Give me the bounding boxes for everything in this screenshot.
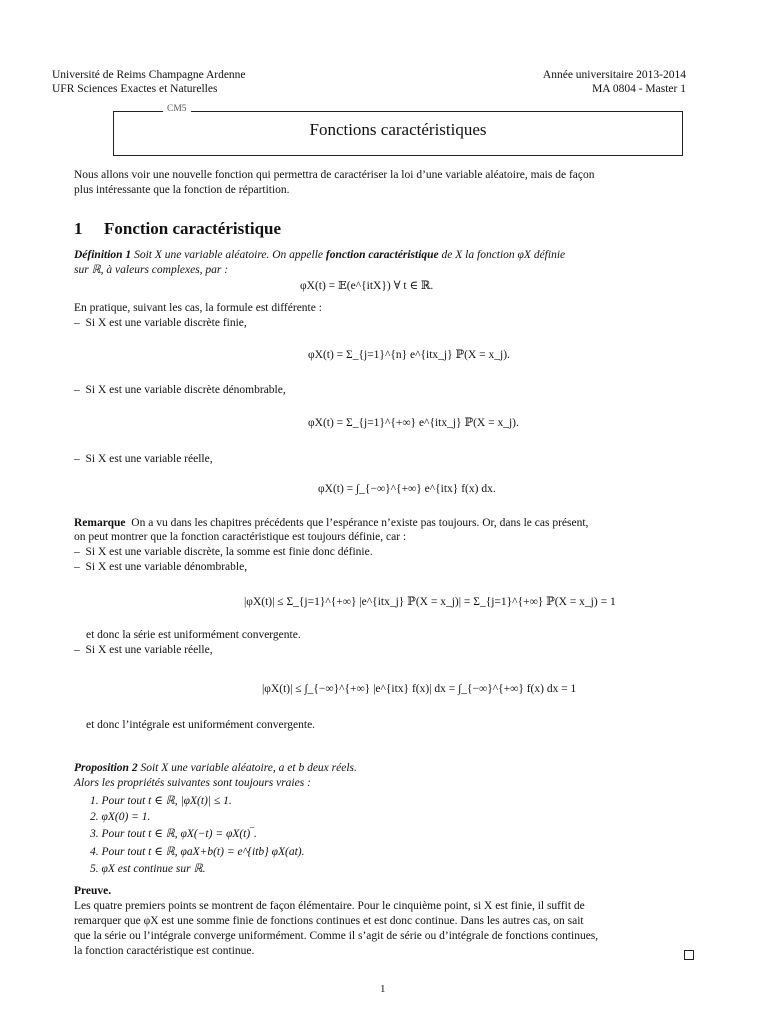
practice-text: En pratique, suivant les cas, la formule est différente :	[74, 302, 322, 314]
remark-item-1	[74, 545, 373, 560]
proof-line-1: Les quatre premiers points se montrent de façon élémentaire. Pour le cinquième point, si X est finie, il suffit de	[74, 900, 585, 912]
header-university: Université de Reims Champagne Ardenne	[52, 69, 246, 81]
section-title: Fonction caractéristique	[104, 219, 282, 238]
definition-line-1	[74, 248, 565, 263]
remark-label: Remarque	[74, 517, 126, 529]
intro-line-2: plus intéressante que la fonction de répartition.	[74, 184, 290, 196]
remark-item-3-after: et donc l’intégrale est uniformément convergente.	[86, 719, 316, 731]
case-2-formula: φX(t) = Σ_{j=1}^{+∞} e^{itx_j} ℙ(X = x_j).	[308, 417, 519, 429]
chapter-tag: CM5	[163, 104, 191, 114]
intro-line-1: Nous allons voir une nouvelle fonction qui permettra de caractériser la loi d’une variable aléatoire, mais de façon	[74, 169, 595, 181]
case-2	[74, 383, 286, 398]
remark-line-1	[74, 516, 588, 531]
definition-text-b: de X la fonction φX définie	[441, 249, 566, 261]
definition-formula: φX(t) = 𝔼(e^{itX}) ∀ t ∈ ℝ.	[300, 280, 434, 292]
proposition-line-2: Alors les propriétés suivantes sont toujours vraies :	[74, 777, 311, 789]
qed-symbol	[684, 947, 694, 965]
proposition-item-3: 3. Pour tout t ∈ ℝ, φX(−t) = φX(t)‾.	[90, 828, 257, 840]
proposition-item-4: 4. Pour tout t ∈ ℝ, φaX+b(t) = e^{itb} φX(at).	[90, 846, 305, 858]
case-2-text: Si X est une variable discrète dénombrable,	[85, 384, 286, 396]
section-number: 1	[74, 219, 83, 238]
remark-line-2: on peut montrer que la fonction caractéristique est toujours définie, car :	[74, 531, 407, 543]
proof-line-3: que la série ou l’intégrale converge uniformément. Comme il s’agit de série ou d’intégrale de fonctions continues,	[74, 930, 599, 942]
proposition-text: Soit X une variable aléatoire, a et b deux réels.	[140, 762, 357, 774]
header-ufr: UFR Sciences Exactes et Naturelles	[52, 83, 218, 95]
case-3-formula: φX(t) = ∫_{−∞}^{+∞} e^{itx} f(x) dx.	[318, 483, 496, 495]
remark-item-3-formula: |φX(t)| ≤ ∫_{−∞}^{+∞} |e^{itx} f(x)| dx = ∫_{−∞}^{+∞} f(x) dx = 1	[262, 683, 577, 695]
page-number: 1	[380, 983, 386, 995]
definition-text-a: Soit X une variable aléatoire. On appelle	[134, 249, 324, 261]
remark-text: On a vu dans les chapitres précédents que l’espérance n’existe pas toujours. Or, dans le cas présent,	[131, 517, 589, 529]
remark-item-3	[74, 643, 213, 658]
remark-item-2	[74, 560, 247, 575]
definition-label: Définition 1	[74, 249, 132, 261]
proposition-item-2: 2. φX(0) = 1.	[90, 811, 151, 823]
proof-label: Preuve.	[74, 885, 112, 897]
case-1	[74, 316, 247, 331]
remark-item-3-text: Si X est une variable réelle,	[85, 644, 213, 656]
case-1-bullet: –	[74, 317, 80, 329]
remark-item-1-text: Si X est une variable discrète, la somme est finie donc définie.	[85, 546, 373, 558]
case-1-formula: φX(t) = Σ_{j=1}^{n} e^{itx_j} ℙ(X = x_j).	[308, 349, 510, 361]
remark-item-2-text: Si X est une variable dénombrable,	[85, 561, 248, 573]
proof-line-4: la fonction caractéristique est continue.	[74, 945, 255, 957]
header-course: MA 0804 - Master 1	[592, 83, 686, 95]
case-3-text: Si X est une variable réelle,	[85, 453, 213, 465]
proposition-item-5: 5. φX est continue sur ℝ.	[90, 863, 206, 875]
proof-line-2: remarquer que φX est une somme finie de fonctions continues et est donc continue. Dans les autres cas, on sait	[74, 915, 584, 927]
proposition-line-1	[74, 761, 357, 776]
remark-item-2-bullet: –	[74, 561, 80, 573]
remark-item-1-bullet: –	[74, 546, 80, 558]
proposition-item-1: 1. Pour tout t ∈ ℝ, |φX(t)| ≤ 1.	[90, 795, 232, 807]
case-3-bullet: –	[74, 453, 80, 465]
case-3	[74, 452, 213, 467]
proposition-label: Proposition 2	[74, 762, 138, 774]
remark-item-2-after: et donc la série est uniformément convergente.	[86, 629, 301, 641]
header-year: Année universitaire 2013-2014	[542, 69, 686, 81]
page-title: Fonctions caractéristiques	[309, 120, 487, 139]
remark-item-3-bullet: –	[74, 644, 80, 656]
case-2-bullet: –	[74, 384, 80, 396]
definition-line-2: sur ℝ, à valeurs complexes, par :	[74, 264, 229, 276]
definition-bold-term: fonction caractéristique	[325, 249, 439, 261]
case-1-text: Si X est une variable discrète finie,	[85, 317, 247, 329]
remark-item-2-formula: |φX(t)| ≤ Σ_{j=1}^{+∞} |e^{itx_j} ℙ(X = x_j)| = Σ_{j=1}^{+∞} ℙ(X = x_j) = 1	[244, 596, 616, 608]
